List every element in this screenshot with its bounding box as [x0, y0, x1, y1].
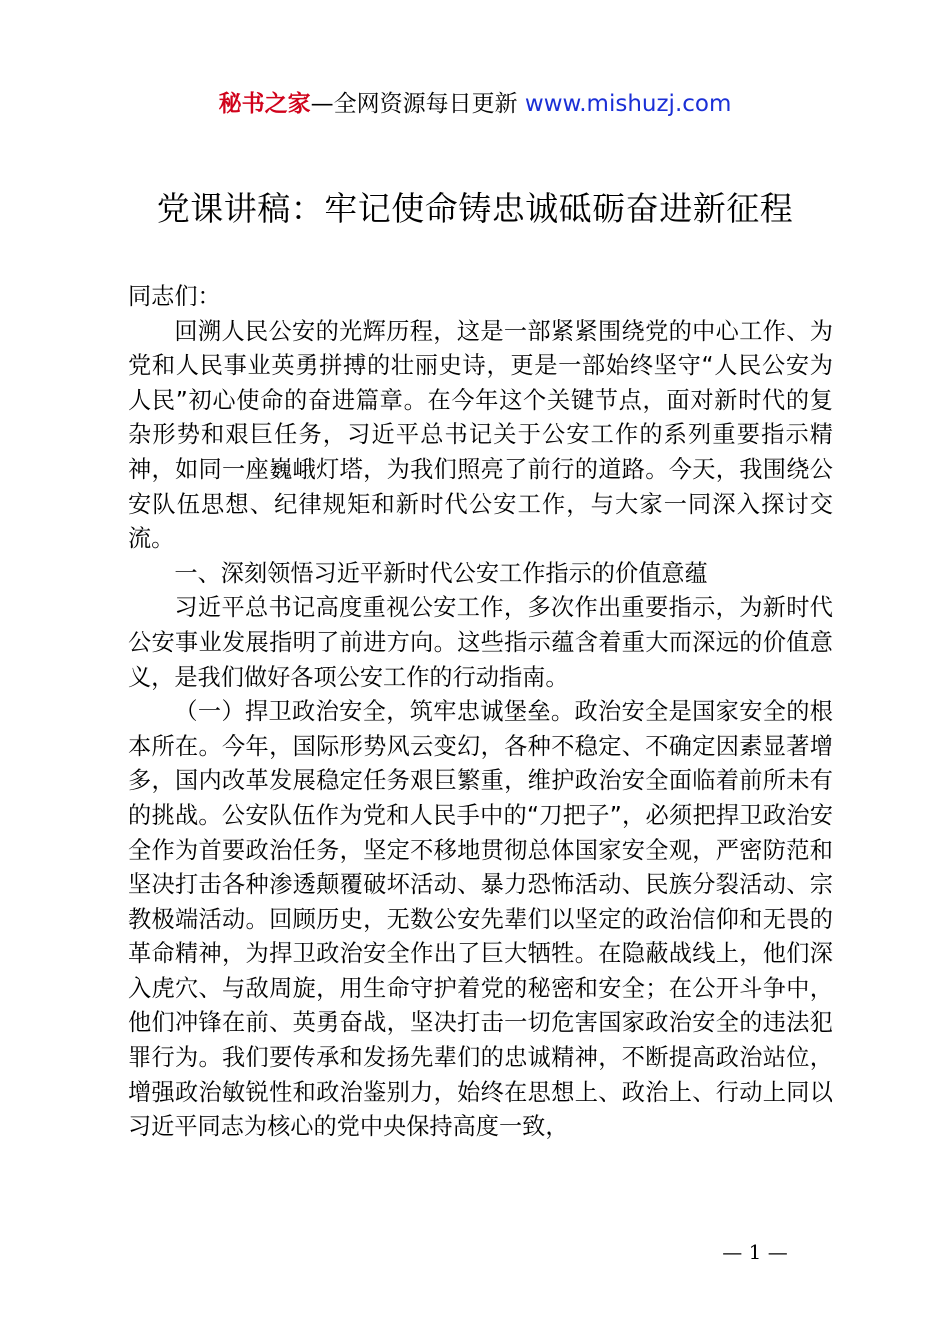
- site-header: [0, 88, 950, 120]
- document-title: 党课讲稿：牢记使命铸忠诚砥砺奋进新征程: [156, 189, 794, 228]
- site-url-link[interactable]: www.mishuzj.com: [524, 91, 732, 117]
- salutation: 同志们：: [128, 283, 221, 310]
- paragraph: 回溯人民公安的光辉历程，这是一部紧紧围绕党的中心工作、为党和人民事业英勇拼搏的壮丽史诗，更是一部始终坚守“人民公安为人民”初心使命的奋进篇章。在今年这个关键节点，面对新时代的复杂形势和艰巨任务，习近平总书记关于公安工作的系列重要指示精神，如同一座巍峨灯塔，为我们照亮了前行的道路。今天，我围绕公安队伍思想、纪律规矩和新时代公安工作，与大家一同深入探讨交流。: [128, 317, 833, 553]
- document-body: [128, 280, 833, 1145]
- header-tagline: —全网资源每日更新: [310, 91, 525, 117]
- brand-name: 秘书之家: [218, 91, 311, 117]
- section-heading: 一、深刻领悟习近平新时代公安工作指示的价值意蕴: [174, 559, 708, 587]
- page-number: — 1 —: [722, 1240, 788, 1264]
- paragraph: 习近平总书记高度重视公安工作，多次作出重要指示，为新时代公安事业发展指明了前进方向。这些指示蕴含着重大而深远的价值意义，是我们做好各项公安工作的行动指南。: [128, 594, 833, 691]
- paragraph: （一）捍卫政治安全，筑牢忠诚堡垒。政治安全是国家安全的根本所在。今年，国际形势风云变幻，各种不稳定、不确定因素显著增多，国内改革发展稳定任务艰巨繁重，维护政治安全面临着前所未有的挑战。公安队伍作为党和人民手中的“刀把子”，必须把捍卫政治安全作为首要政治任务，坚定不移地贯彻总体国家安全观，严密防范和坚决打击各种渗透颠覆破坏活动、暴力恐怖活动、民族分裂活动、宗教极端活动。回顾历史，无数公安先辈们以坚定的政治信仰和无畏的革命精神，为捍卫政治安全作出了巨大牺牲。在隐蔽战线上，他们深入虎穴、与敌周旋，用生命守护着党的秘密和安全；在公开斗争中，他们冲锋在前、英勇奋战，坚决打击一切危害国家政治安全的违法犯罪行为。我们要传承和发扬先辈们的忠诚精神，不断提高政治站位，增强政治敏锐性和政治鉴别力，始终在思想上、政治上、行动上同以习近平同志为核心的党中央保持高度一致，: [128, 698, 833, 1141]
